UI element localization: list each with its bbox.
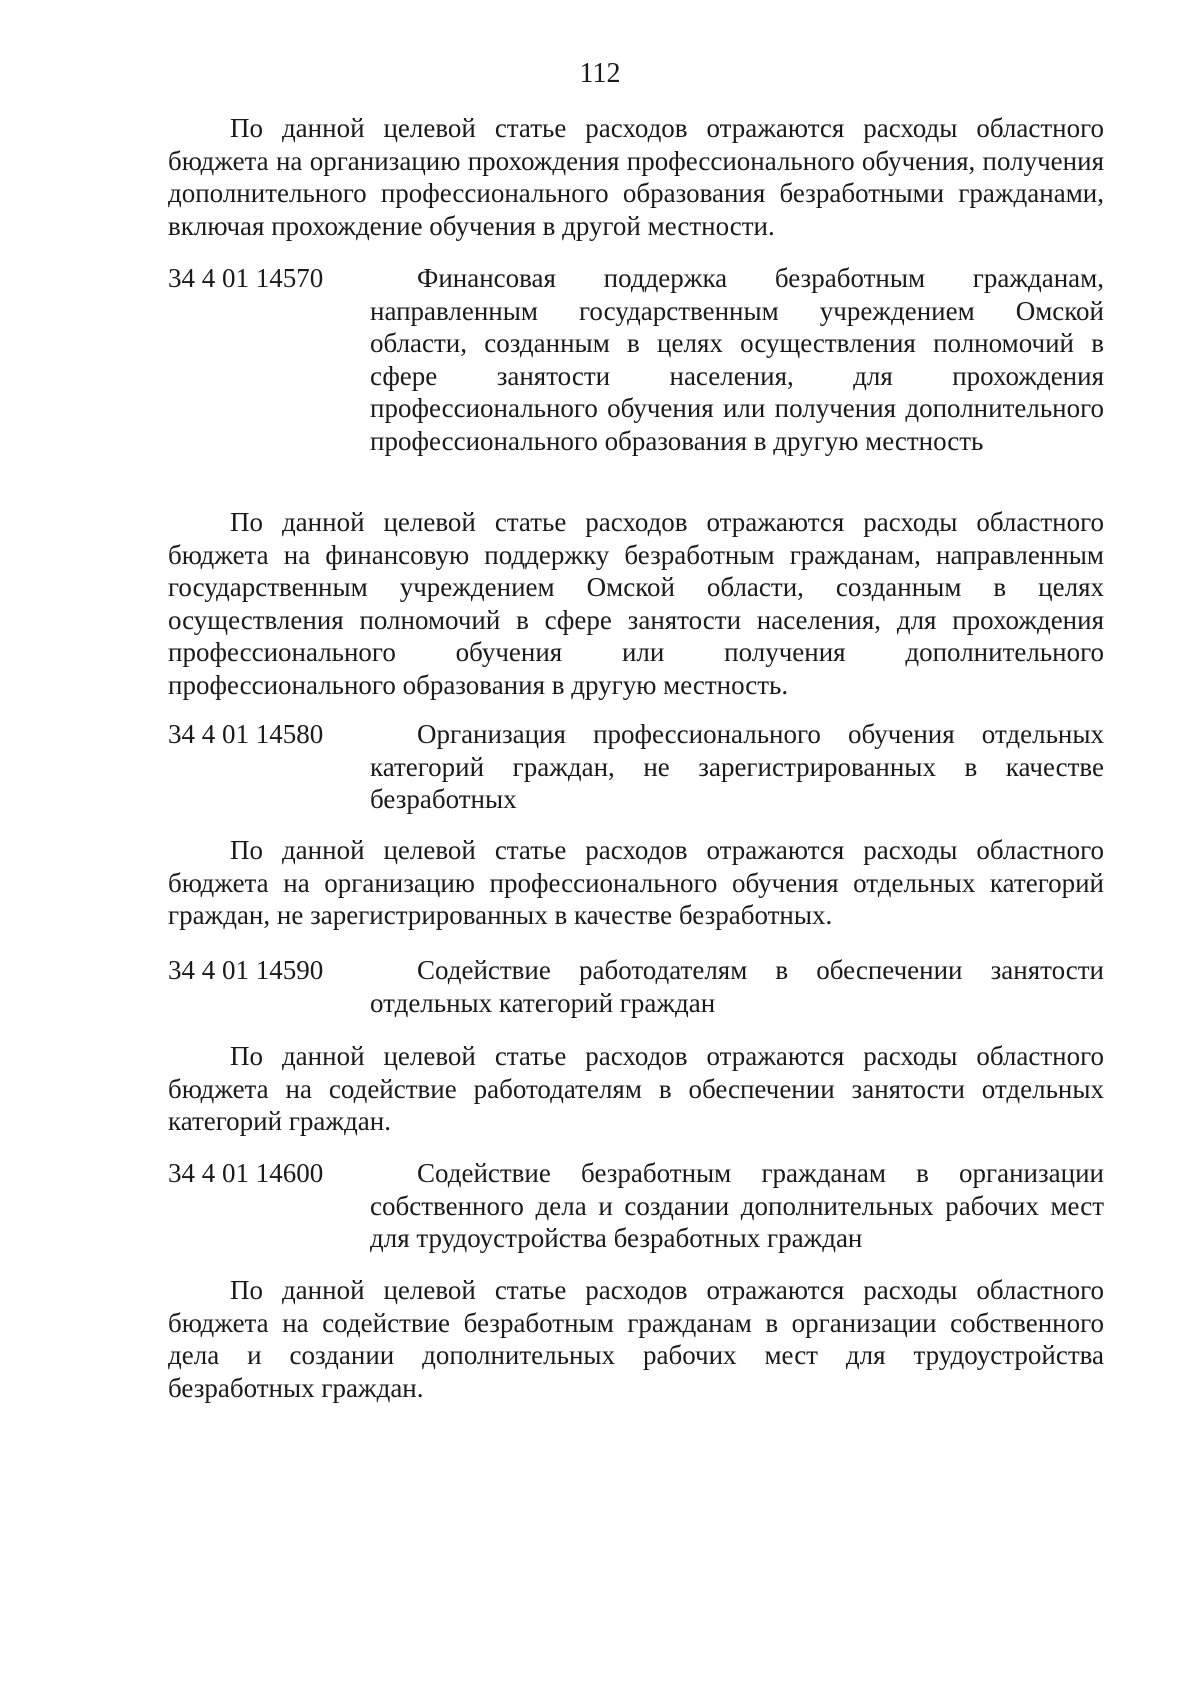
entry-code: 34 4 01 14570 bbox=[168, 263, 324, 293]
entry-title: Организация профессионального обучения отдельных категорий граждан, не зарегистрированных в качестве безработных bbox=[370, 719, 1104, 814]
paragraph-description: По данной целевой статье расходов отражаются расходы областного бюджета на содействие безработным гражданам в организации собственного дела и создании дополнительных рабочих мест для трудоустройства безработных граждан. bbox=[168, 1275, 1104, 1403]
entry-code: 34 4 01 14580 bbox=[168, 719, 324, 749]
entry-title: Содействие безработным гражданам в организации собственного дела и создании дополнительных рабочих мест для трудоустройства безработных граждан bbox=[370, 1158, 1104, 1253]
entry-title: Содействие работодателям в обеспечении занятости отдельных категорий граждан bbox=[370, 955, 1104, 1018]
paragraph-description: По данной целевой статье расходов отражаются расходы областного бюджета на организацию профессионального обучения отдельных категорий граждан, не зарегистрированных в качестве безработных. bbox=[168, 835, 1104, 930]
paragraph-description: По данной целевой статье расходов отражаются расходы областного бюджета на организацию прохождения профессионального обучения, получения дополнительного профессионального образования безработными гражданами, включая прохождение обучения в другой местности. bbox=[168, 113, 1104, 241]
entry-title: Финансовая поддержка безработным гражданам, направленным государственным учреждением Омской области, созданным в целях осуществления полномочий в сфере занятости населения, для прохождения профессионального обучения или получения дополнительного профессионального образования в другую местность bbox=[370, 263, 1104, 456]
paragraph-description: По данной целевой статье расходов отражаются расходы областного бюджета на содействие работодателям в обеспечении занятости отдельных категорий граждан. bbox=[168, 1041, 1104, 1136]
entry-code: 34 4 01 14600 bbox=[168, 1158, 324, 1188]
page-number: 112 bbox=[579, 58, 621, 89]
entry-code: 34 4 01 14590 bbox=[168, 955, 324, 985]
paragraph-description: По данной целевой статье расходов отражаются расходы областного бюджета на финансовую поддержку безработным гражданам, направленным государственным учреждением Омской области, созданным в целях осуществления полномочий в сфере занятости населения, для прохождения профессионального обучения или получения дополнительного профессионального образования в другую местность. bbox=[168, 507, 1104, 700]
